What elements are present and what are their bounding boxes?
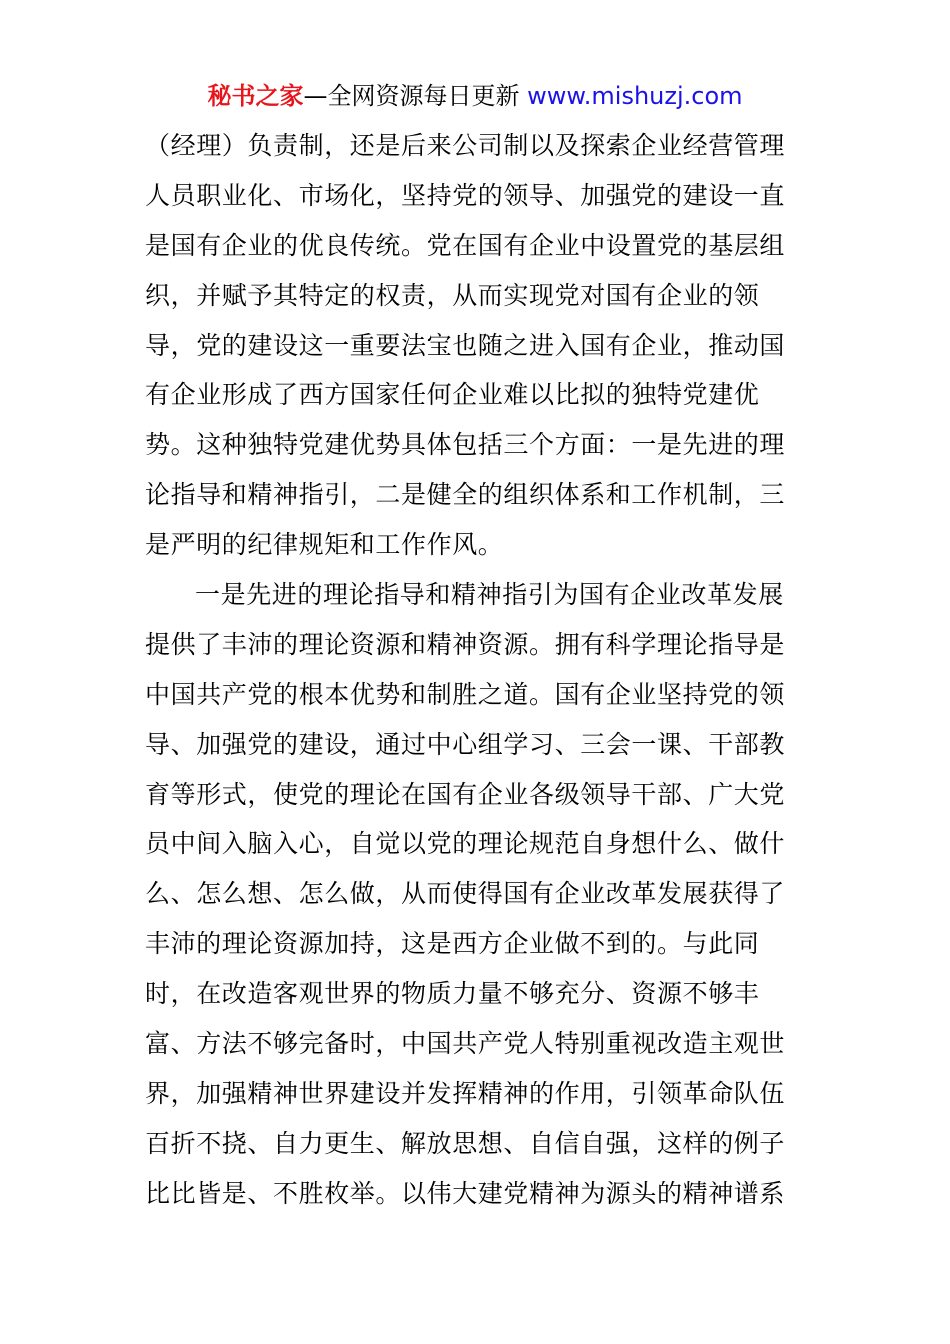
text-line: 织，并赋予其特定的权责，从而实现党对国有企业的领 [145,280,760,310]
paragraph-first-line: 一是先进的理论指导和精神指引为国有企业改革发展 [195,580,784,610]
text-line: 富、方法不够完备时，中国共产党人特别重视改造主观世 [145,1029,786,1059]
text-line: 时，在改造客观世界的物质力量不够充分、资源不够丰 [145,979,760,1009]
text-line: 导、加强党的建设，通过中心组学习、三会一课、干部教 [145,729,786,759]
text-line: 是严明的纪律规矩和工作作风。 [145,530,504,560]
document-body [145,121,810,1219]
text-line: 么、怎么想、怎么做，从而使得国有企业改革发展获得了 [145,879,786,909]
text-line: 员中间入脑入心，自觉以党的理论规范自身想什么、做什 [145,829,786,859]
site-header [0,80,950,112]
text-line: 导，党的建设这一重要法宝也随之进入国有企业，推动国 [145,330,786,360]
text-line: 势。这种独特党建优势具体包括三个方面：一是先进的理 [145,430,786,460]
text-line: 比比皆是、不胜枚举。以伟大建党精神为源头的精神谱系 [145,1178,786,1208]
text-line: （经理）负责制，还是后来公司制以及探索企业经营管理 [145,131,786,160]
text-line: 人员职业化、市场化，坚持党的领导、加强党的建设一直 [145,180,786,210]
text-line: 育等形式，使党的理论在国有企业各级领导干部、广大党 [145,779,786,809]
text-line: 中国共产党的根本优势和制胜之道。国有企业坚持党的领 [145,679,786,709]
text-line: 论指导和精神指引，二是健全的组织体系和工作机制，三 [145,480,786,510]
text-line: 有企业形成了西方国家任何企业难以比拟的独特党建优 [145,380,760,410]
site-url-link[interactable]: www.mishuzj.com [527,82,743,110]
text-line: 提供了丰沛的理论资源和精神资源。拥有科学理论指导是 [145,629,786,659]
site-brand: 秘书之家 [207,82,304,110]
text-line: 丰沛的理论资源加持，这是西方企业做不到的。与此同 [145,929,760,959]
site-tagline: —全网资源每日更新 [303,82,520,110]
text-line: 是国有企业的优良传统。党在国有企业中设置党的基层组 [145,230,786,260]
text-line: 界，加强精神世界建设并发挥精神的作用，引领革命队伍 [145,1078,786,1108]
text-line: 百折不挠、自力更生、解放思想、自信自强，这样的例子 [145,1128,786,1158]
